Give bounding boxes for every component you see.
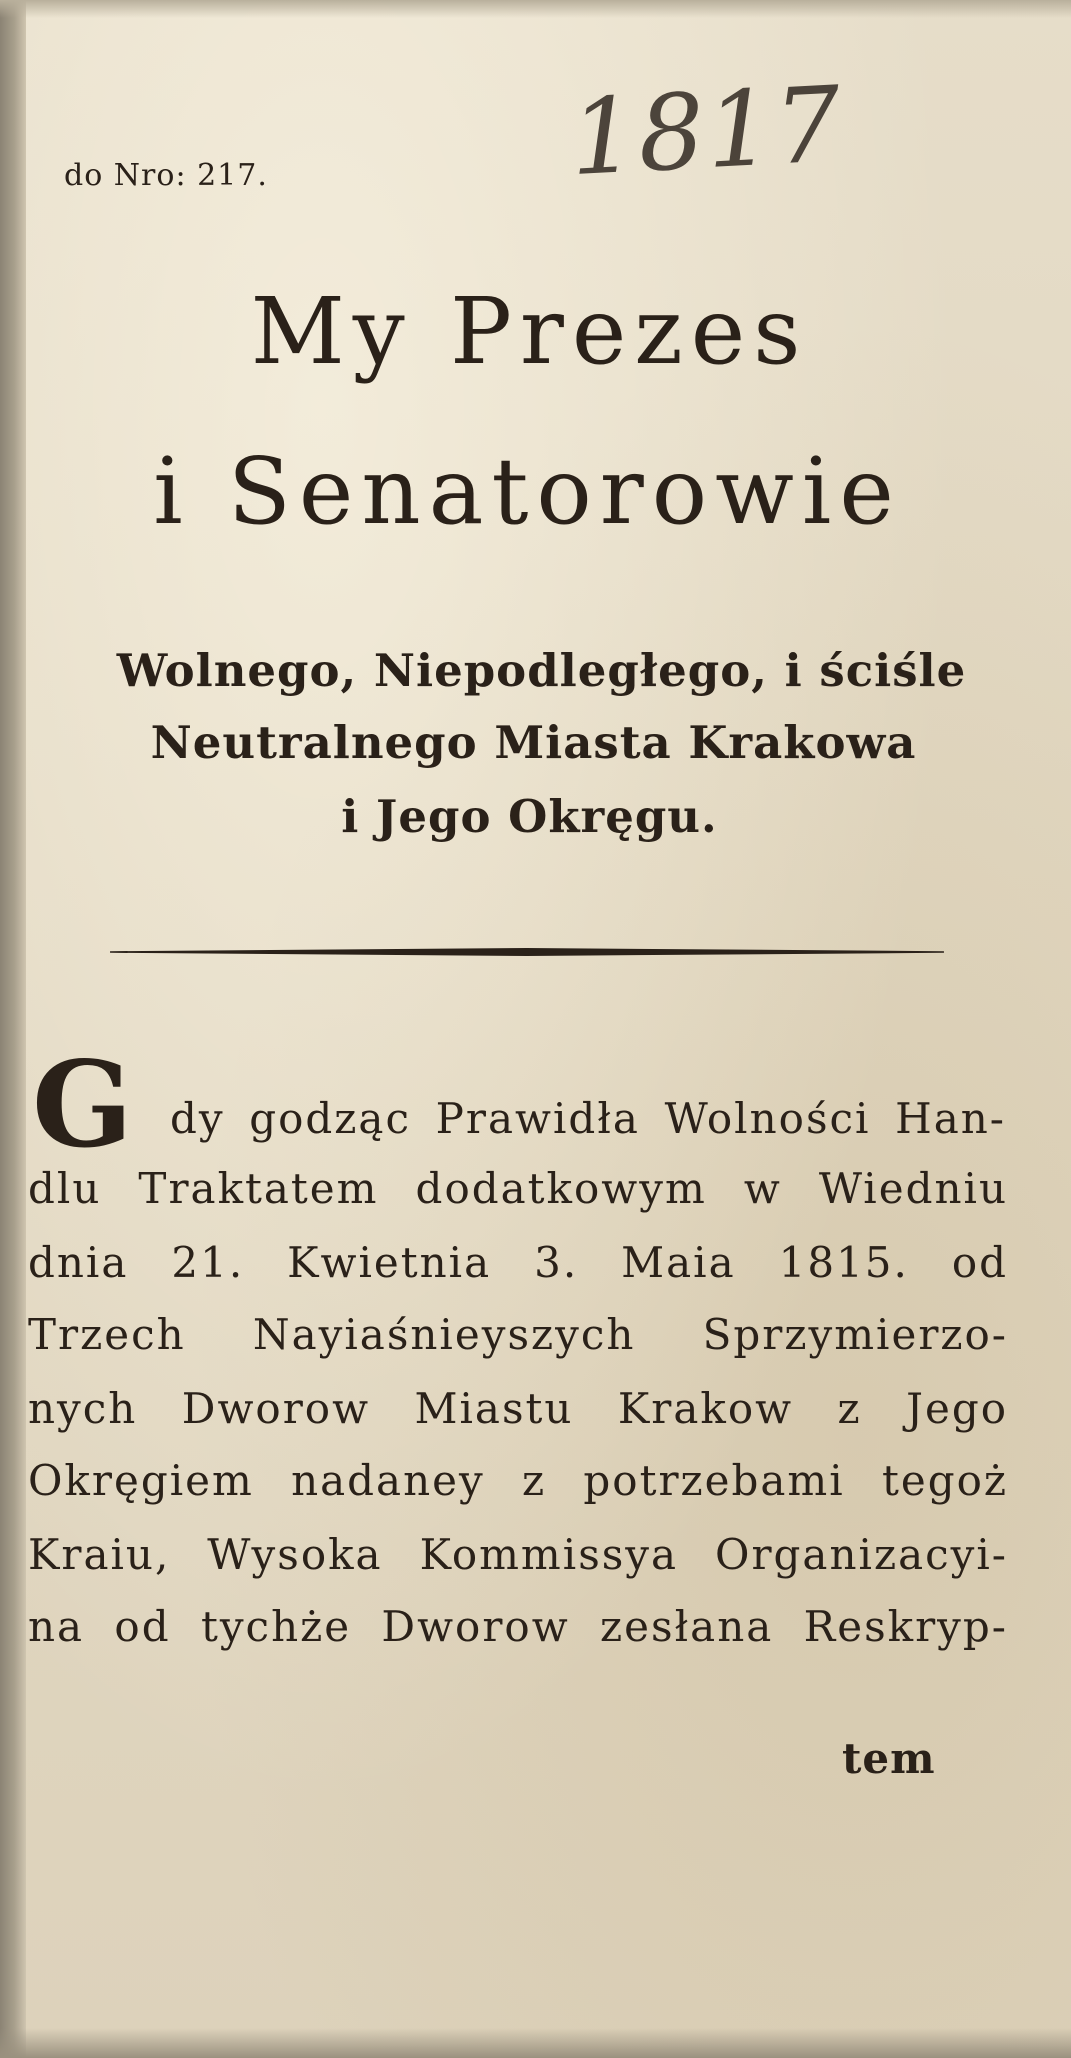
drop-cap: G <box>32 1035 133 1174</box>
handwritten-year-annotation: 1817 <box>566 62 846 200</box>
subtitle-line-3: i Jego Okręgu. <box>341 790 718 843</box>
body-line-5: nych Dworow Miastu Krakow z Jego <box>28 1384 1008 1433</box>
body-line-3: dnia 21. Kwietnia 3. Maia 1815. od <box>28 1238 1008 1287</box>
horizontal-rule <box>110 948 944 956</box>
subtitle-line-2: Neutralnego Miasta Krakowa <box>150 716 917 769</box>
body-line-8: na od tychże Dworow zesłana Reskryp- <box>28 1602 1008 1651</box>
body-line-7: Kraiu, Wysoka Kommissya Organizacyi- <box>28 1530 1008 1579</box>
page-top-shadow <box>0 0 1071 18</box>
title-line-2: i Senatorowie <box>153 438 902 545</box>
body-line-2: dlu Traktatem dodatkowym w Wiedniu <box>28 1164 1008 1213</box>
body-line-4: Trzech Nayiaśnieyszych Sprzymierzo- <box>28 1310 1008 1359</box>
reference-number: do Nro: 217. <box>64 158 268 193</box>
page-bottom-shadow <box>0 2028 1071 2058</box>
subtitle-line-1: Wolnego, Niepodległego, i ściśle <box>116 644 967 697</box>
title-line-1: My Prezes <box>250 278 809 385</box>
catchword: tem <box>842 1734 936 1783</box>
body-line-1: dy godząc Prawidła Wolności Han- <box>170 1094 1006 1143</box>
body-line-6: Okręgiem nadaney z potrzebami tegoż <box>28 1456 1008 1505</box>
